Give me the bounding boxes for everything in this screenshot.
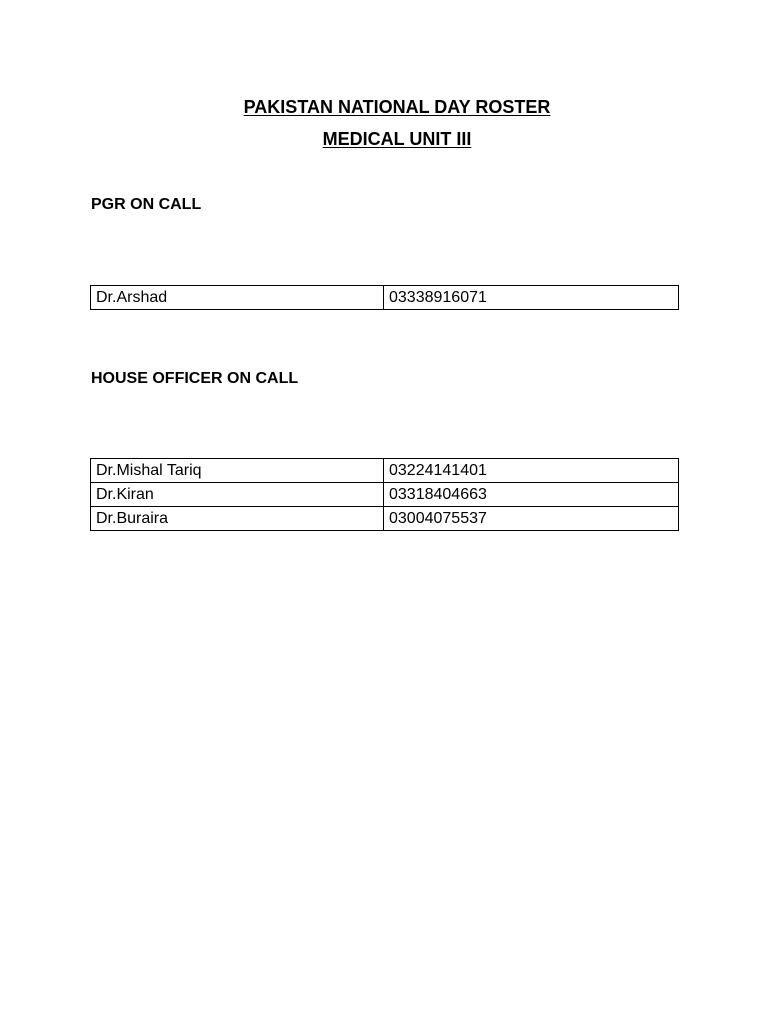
- pgr-on-call-heading: PGR ON CALL: [91, 196, 202, 213]
- phone-number-cell: 03224141401: [384, 459, 679, 483]
- pgr-on-call-table: [90, 285, 679, 310]
- table-row: [91, 507, 679, 531]
- phone-number-cell: 03318404663: [384, 483, 679, 507]
- roster-title: PAKISTAN NATIONAL DAY ROSTER: [243, 97, 551, 117]
- doctor-name-cell: Dr.Buraira: [91, 507, 384, 531]
- table-row: [91, 483, 679, 507]
- doctor-name-cell: Dr.Mishal Tariq: [91, 459, 384, 483]
- table-row: [91, 459, 679, 483]
- unit-subtitle: MEDICAL UNIT III: [322, 129, 472, 149]
- phone-number-cell: 03004075537: [384, 507, 679, 531]
- doctor-name-cell: Dr.Arshad: [91, 286, 384, 310]
- phone-number-cell: 03338916071: [384, 286, 679, 310]
- doctor-name-cell: Dr.Kiran: [91, 483, 384, 507]
- house-officer-on-call-table: [90, 458, 679, 531]
- table-row: [91, 286, 679, 310]
- house-officer-on-call-heading: HOUSE OFFICER ON CALL: [91, 370, 299, 387]
